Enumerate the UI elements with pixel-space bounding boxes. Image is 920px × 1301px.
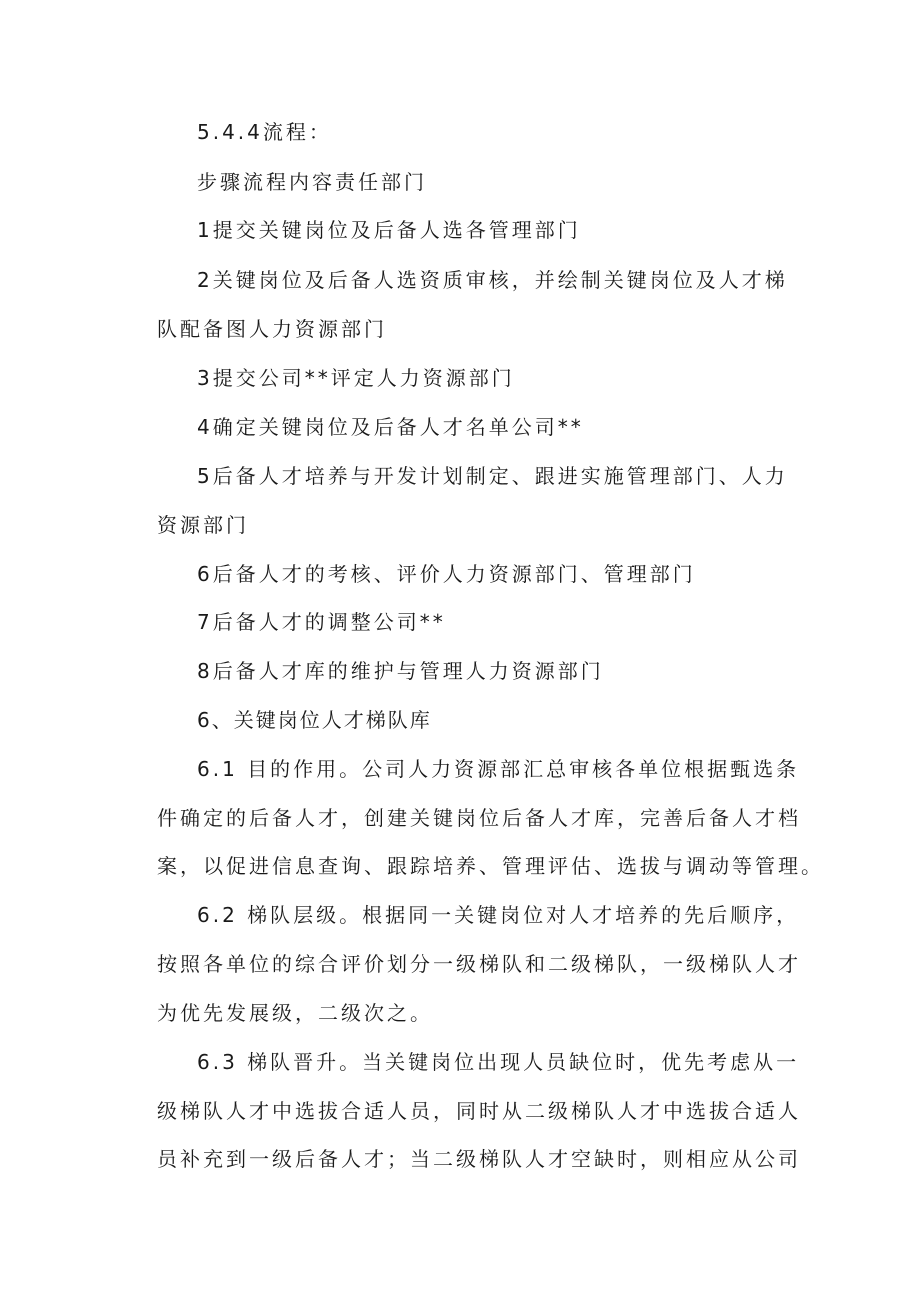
flow-table-header: 步骤流程内容责任部门 (197, 170, 427, 194)
flow-step-2-line-1: 2关键岗位及后备人选资质审核，并绘制关键岗位及人才梯 (197, 268, 788, 292)
flow-step-2-line-2: 队配备图人力资源部门 (157, 317, 387, 341)
para-6-1-line-1: 6.1 目的作用。公司人力资源部汇总审核各单位根据甄选条 (197, 757, 800, 781)
flow-step-8: 8后备人才库的维护与管理人力资源部门 (197, 659, 604, 683)
flow-step-7: 7后备人才的调整公司** (197, 610, 446, 634)
section-6-heading: 6、关键岗位人才梯队库 (197, 708, 432, 732)
para-6-2-line-3: 为优先发展级，二级次之。 (157, 1001, 433, 1025)
para-6-1-line-2: 件确定的后备人才，创建关键岗位后备人才库，完善后备人才档 (157, 806, 801, 830)
flow-step-5-line-2: 资源部门 (157, 513, 249, 537)
para-6-3-line-1: 6.3 梯队晋升。当关键岗位出现人员缺位时，优先考虑从一 (197, 1050, 800, 1074)
flow-step-3: 3提交公司**评定人力资源部门 (197, 366, 515, 390)
flow-step-4: 4确定关键岗位及后备人才名单公司** (197, 415, 584, 439)
para-6-3-line-3: 员补充到一级后备人才；当二级梯队人才空缺时，则相应从公司 (157, 1147, 801, 1171)
flow-step-1: 1提交关键岗位及后备人选各管理部门 (197, 218, 581, 242)
para-6-1-line-3: 案，以促进信息查询、跟踪培养、管理评估、选拔与调动等管理。 (157, 854, 824, 878)
para-6-2-line-2: 按照各单位的综合评价划分一级梯队和二级梯队，一级梯队人才 (157, 952, 801, 976)
para-6-2-line-1: 6.2 梯队层级。根据同一关键岗位对人才培养的先后顺序， (197, 903, 800, 927)
flow-step-5-line-1: 5后备人才培养与开发计划制定、跟进实施管理部门、人力 (197, 464, 788, 488)
flow-step-6: 6后备人才的考核、评价人力资源部门、管理部门 (197, 562, 696, 586)
para-6-3-line-2: 级梯队人才中选拔合适人员，同时从二级梯队人才中选拔合适人 (157, 1099, 801, 1123)
flow-section-title: 5.4.4流程： (197, 120, 332, 144)
